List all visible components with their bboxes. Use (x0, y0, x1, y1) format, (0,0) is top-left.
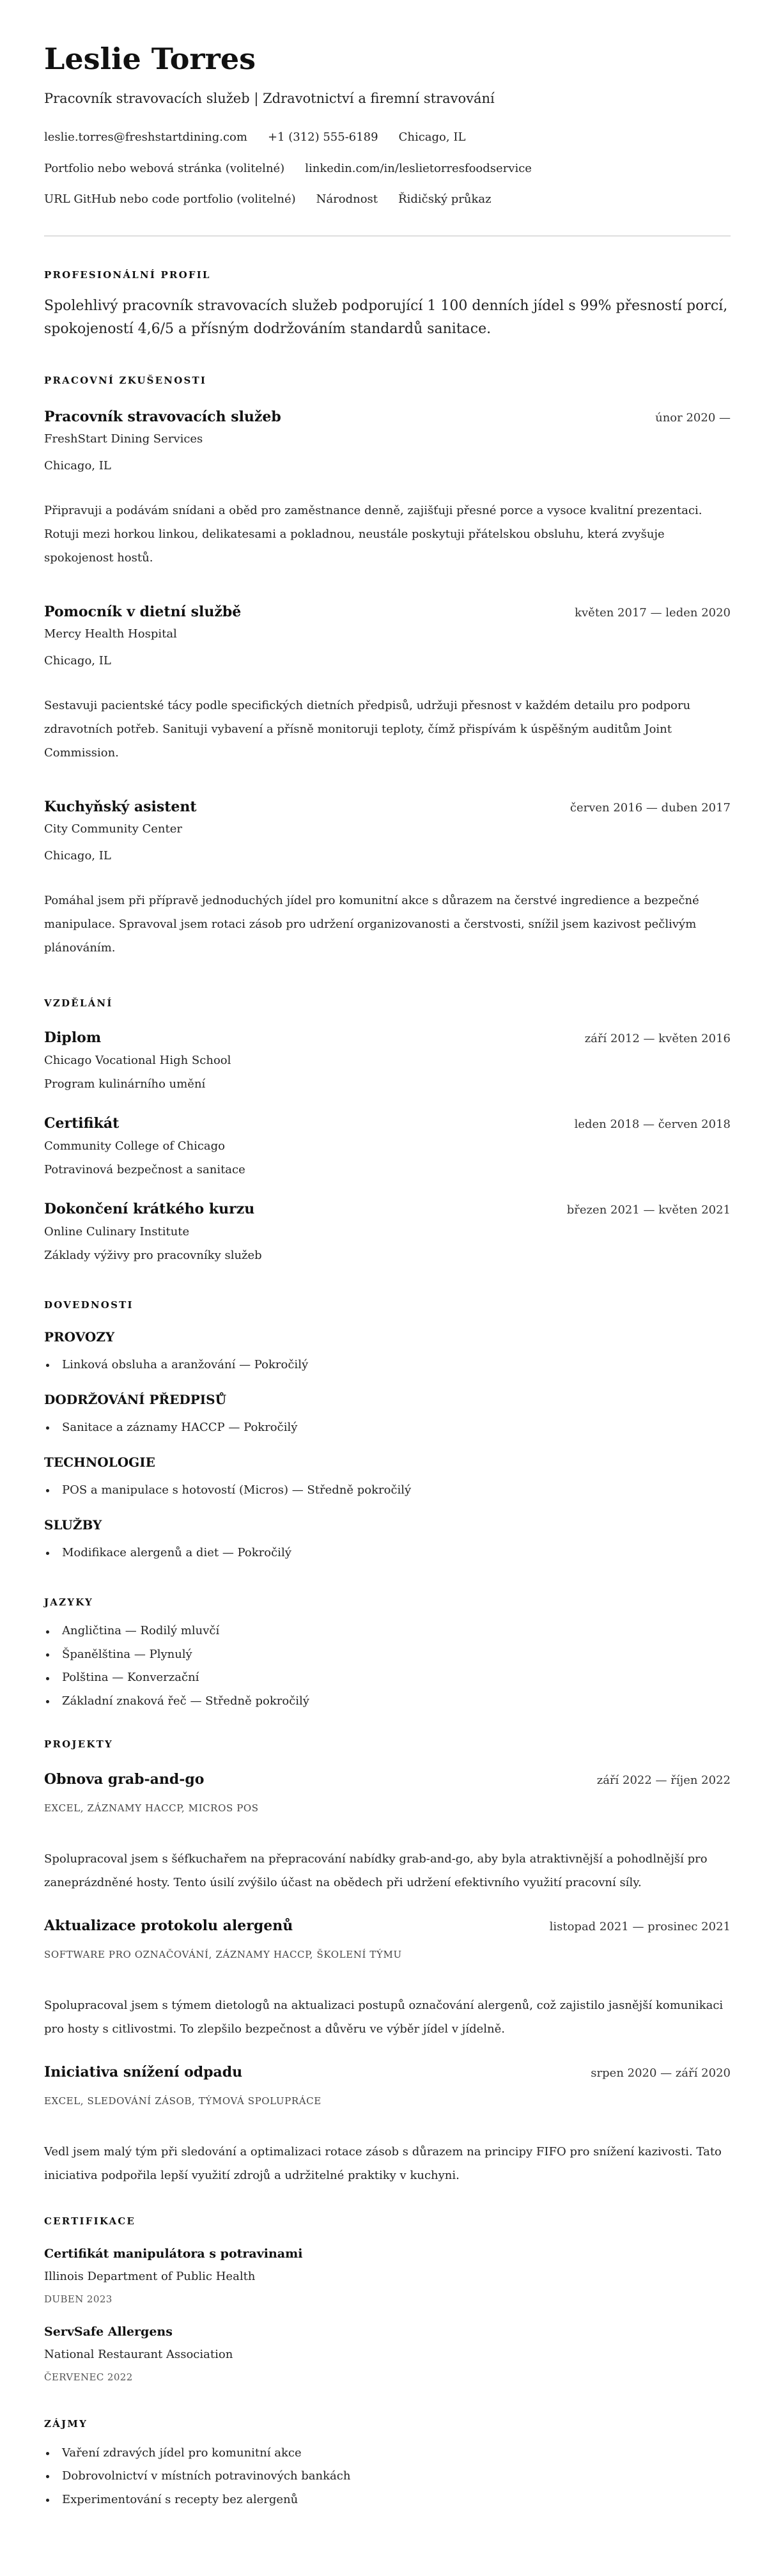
certification-issuer: National Restaurant Association (44, 2347, 233, 2361)
project-title: Obnova grab-and-go (44, 1771, 205, 1788)
drivers-license: Řidičský průkaz (398, 192, 492, 206)
interests-list (44, 2442, 731, 2512)
certification-title: Certifikát manipulátora s potravinami (44, 2246, 303, 2261)
nationality: Národnost (316, 192, 378, 206)
contact-info (44, 122, 731, 215)
degree-title: Certifikát (44, 1114, 120, 1132)
experience-section (44, 374, 731, 960)
job-title: Pomocník v dietní službě (44, 603, 242, 620)
languages-section (44, 1596, 731, 1713)
skill-item: Modifikace alergenů a diet — Pokročilý (44, 1543, 731, 1563)
project-dates: listopad 2021 — prosinec 2021 (549, 1920, 731, 1934)
job-dates: červen 2016 — duben 2017 (569, 800, 731, 815)
job-dates: únor 2020 — (655, 410, 731, 425)
section-heading: JAZYKY (44, 1596, 93, 1608)
program-name: Program kulinárního umění (44, 1077, 206, 1091)
education-title-row (44, 1114, 731, 1134)
certifications-section (44, 2215, 731, 2384)
skill-group-heading: DODRŽOVÁNÍ PŘEDPISŮ (44, 1391, 227, 1407)
profile-section (44, 269, 731, 341)
job-location: Chicago, IL (44, 458, 111, 472)
job-title-row (44, 602, 731, 623)
skills-section (44, 1299, 731, 1563)
skill-list (44, 1355, 731, 1375)
education-title-row (44, 1199, 731, 1220)
project-dates: září 2022 — říjen 2022 (596, 1774, 731, 1788)
job-description: Pomáhal jsem při přípravě jednoduchých jídel pro komunitní akce s důrazem na čerstvé ingredience a bezpečné manipulace. Spravoval jsem rotaci zásob pro udržení organizovanosti a čerstvosti, snížil jsem kazivost pečlivým plánováním. (44, 894, 699, 955)
project-dates: srpen 2020 — září 2020 (591, 2066, 731, 2080)
profile-summary: Spolehlivý pracovník stravovacích služeb podporující 1 100 denních jídel s 99% přesností porcí, spokojeností 4,6/5 a přísným dodržováním standardů sanitace. (44, 297, 728, 337)
skill-group-heading: PROVOZY (44, 1329, 115, 1345)
skill-item: POS a manipulace s hotovostí (Micros) — Středně pokročilý (44, 1481, 731, 1500)
language-item: Španělština — Plynulý (44, 1643, 731, 1667)
education-title-row (44, 1028, 731, 1049)
certification-date: DUBEN 2023 (44, 2293, 112, 2305)
program-name: Základy výživy pro pracovníky služeb (44, 1248, 262, 1262)
education-entry (44, 1114, 731, 1179)
skill-group (44, 1517, 731, 1563)
project-title: Aktualizace protokolu alergenů (44, 1917, 293, 1935)
degree-title: Dokončení krátkého kurzu (44, 1200, 255, 1217)
project-description: Spolupracoval jsem s šéfkuchařem na přepracování nabídky grab-and-go, aby byla atraktivnější a pohodlnější pro zaneprázdněné hosty. Tento úsilí zvýšilo účast na obědech při udržení efektivního využití pracovní síly. (44, 1852, 708, 1889)
interest-item: Vaření zdravých jídel pro komunitní akce (44, 2442, 731, 2465)
language-item: Základní znaková řeč — Středně pokročilý (44, 1690, 731, 1713)
email-link[interactable]: leslie.torres@freshstartdining.com (44, 130, 247, 144)
interest-item: Dobrovolnictví v místních potravinových bankách (44, 2465, 731, 2488)
project-tags: EXCEL, ZÁZNAMY HACCP, MICROS POS (44, 1802, 259, 1815)
skill-group (44, 1329, 731, 1375)
education-dates: leden 2018 — červen 2018 (574, 1117, 731, 1131)
certification-entry (44, 2245, 731, 2306)
section-heading: PROJEKTY (44, 1738, 113, 1751)
education-section (44, 997, 731, 1265)
location: Chicago, IL (398, 130, 466, 144)
job-description: Sestavuji pacientské tácy podle specifických dietních předpisů, udržuji přesnost v každém detailu pro podporu zdravotních potřeb. Sanituji vybavení a přísně monitoruji teploty, čímž přispívám k úspěšným auditům Joint Commission. (44, 699, 691, 760)
job-entry (44, 797, 731, 960)
project-tags: EXCEL, SLEDOVÁNÍ ZÁSOB, TÝMOVÁ SPOLUPRÁCE (44, 2095, 322, 2107)
company-name: City Community Center (44, 822, 182, 836)
education-dates: březen 2021 — květen 2021 (566, 1203, 731, 1217)
linkedin-link[interactable]: linkedin.com/in/leslietorresfoodservice (305, 161, 532, 175)
job-title: Pracovník stravovacích služeb (44, 408, 281, 425)
contact-row (44, 153, 731, 185)
degree-title: Diplom (44, 1029, 102, 1046)
section-heading: PRACOVNÍ ZKUŠENOSTI (44, 374, 207, 386)
project-description: Spolupracoval jsem s týmem dietologů na aktualizaci postupů označování alergenů, což zajistilo jasnější komunikaci pro hosty s citlivostmi. To zlepšilo bezpečnost a důvěru ve výběr jídel v jídelně. (44, 1998, 724, 2036)
section-heading: VZDĚLÁNÍ (44, 997, 113, 1009)
skill-group (44, 1391, 731, 1437)
job-location: Chicago, IL (44, 848, 111, 863)
skill-list (44, 1418, 731, 1437)
header-divider (44, 235, 731, 237)
project-entry (44, 1916, 731, 2041)
skill-group (44, 1454, 731, 1500)
section-heading: PROFESIONÁLNÍ PROFIL (44, 269, 211, 281)
certification-title: ServSafe Allergens (44, 2324, 173, 2339)
program-name: Potravinová bezpečnost a sanitace (44, 1162, 245, 1176)
job-entry (44, 602, 731, 765)
certification-entry (44, 2323, 731, 2384)
contact-row (44, 122, 731, 153)
candidate-headline: Pracovník stravovacích služeb | Zdravotnictví a firemní stravování (44, 91, 495, 106)
candidate-name: Leslie Torres (44, 42, 256, 76)
skill-list (44, 1481, 731, 1500)
job-entry (44, 407, 731, 570)
phone-number[interactable]: +1 (312) 555-6189 (267, 130, 378, 144)
section-heading: ZÁJMY (44, 2417, 88, 2430)
education-entry (44, 1028, 731, 1093)
job-dates: květen 2017 — leden 2020 (575, 605, 731, 620)
job-title: Kuchyňský asistent (44, 798, 197, 815)
skill-group-heading: TECHNOLOGIE (44, 1454, 155, 1470)
company-name: Mercy Health Hospital (44, 627, 177, 641)
job-description: Připravuji a podávám snídani a oběd pro zaměstnance denně, zajišťuji přesné porce a vysoce kvalitní prezentaci. Rotuji mezi horkou linkou, delikatesami a pokladnou, neustále poskytuji přátelskou obsluhu, která zvyšuje spokojenost hostů. (44, 504, 702, 565)
skill-group-heading: SLUŽBY (44, 1517, 102, 1533)
section-heading: DOVEDNOSTI (44, 1299, 134, 1311)
project-description: Vedl jsem malý tým při sledování a optimalizaci rotace zásob s důrazem na principy FIFO pro snížení kazivosti. Tato iniciativa podpořila lepší využití zdrojů a udržitelné praktiky v kuchyni. (44, 2144, 722, 2182)
resume-header (44, 41, 731, 215)
section-heading: CERTIFIKACE (44, 2215, 136, 2227)
school-name: Online Culinary Institute (44, 1224, 190, 1238)
education-dates: září 2012 — květen 2016 (584, 1031, 731, 1045)
projects-section (44, 1738, 731, 2187)
project-title: Iniciativa snížení odpadu (44, 2064, 243, 2081)
github-link[interactable]: URL GitHub nebo code portfolio (volitelné) (44, 192, 296, 206)
language-item: Polština — Konverzační (44, 1666, 731, 1690)
project-title-row (44, 1916, 731, 1937)
skill-item: Linková obsluha a aranžování — Pokročilý (44, 1355, 731, 1375)
job-title-row (44, 407, 731, 428)
job-location: Chicago, IL (44, 653, 111, 667)
certification-issuer: Illinois Department of Public Health (44, 2269, 256, 2283)
company-name: FreshStart Dining Services (44, 432, 203, 446)
skill-item: Sanitace a záznamy HACCP — Pokročilý (44, 1418, 731, 1437)
school-name: Chicago Vocational High School (44, 1053, 231, 1067)
contact-row (44, 184, 731, 215)
education-entry (44, 1199, 731, 1265)
languages-list (44, 1620, 731, 1713)
certification-date: ČERVENEC 2022 (44, 2371, 133, 2383)
job-title-row (44, 797, 731, 818)
project-entry (44, 1770, 731, 1894)
project-title-row (44, 2063, 731, 2083)
school-name: Community College of Chicago (44, 1139, 225, 1153)
interests-section (44, 2417, 731, 2511)
skill-list (44, 1543, 731, 1563)
portfolio-link[interactable]: Portfolio nebo webová stránka (volitelné) (44, 161, 285, 175)
interest-item: Experimentování s recepty bez alergenů (44, 2488, 731, 2512)
project-entry (44, 2063, 731, 2187)
language-item: Angličtina — Rodilý mluvčí (44, 1620, 731, 1643)
project-title-row (44, 1770, 731, 1790)
project-tags: SOFTWARE PRO OZNAČOVÁNÍ, ZÁZNAMY HACCP, ŠKOLENÍ TÝMU (44, 1949, 402, 1961)
